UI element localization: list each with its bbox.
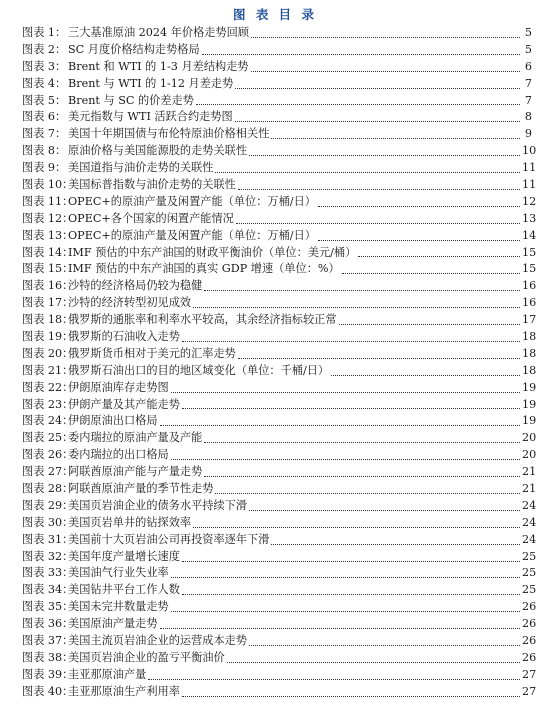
- table-of-figures: [22, 25, 537, 701]
- dot-leader: [204, 476, 520, 477]
- dot-leader: [171, 459, 520, 460]
- figure-title: Brent 与 SC 的价差走势: [68, 93, 194, 107]
- figure-label: 图表 40：: [22, 684, 74, 698]
- dot-leader: [182, 696, 520, 697]
- figure-title: 美国年度产量增长速度: [68, 549, 180, 563]
- figure-title: OPEC+的原油产量及闲置产能（单位：万桶/日）: [68, 194, 316, 208]
- toc-entry[interactable]: [22, 143, 537, 160]
- figure-label: 图表 11：: [22, 194, 74, 208]
- toc-entry[interactable]: [22, 228, 537, 245]
- dot-leader: [238, 358, 520, 359]
- page-number: 25: [522, 583, 537, 597]
- dot-leader: [271, 544, 520, 545]
- dot-leader: [235, 121, 520, 122]
- toc-entry[interactable]: [22, 549, 537, 566]
- figure-label: 图表 20：: [22, 346, 74, 360]
- figure-label: 图表 28：: [22, 482, 74, 496]
- toc-entry[interactable]: [22, 650, 537, 667]
- figure-title: OPEC+的原油产量及闲置产能（单位：万桶/日）: [68, 228, 316, 242]
- figure-label: 图表 25：: [22, 431, 74, 445]
- dot-leader: [227, 662, 520, 663]
- page-number: 26: [522, 600, 537, 614]
- page-number: 5: [524, 25, 532, 39]
- page-number: 11: [522, 178, 537, 191]
- toc-entry[interactable]: [22, 515, 537, 532]
- page-number: 9: [524, 127, 532, 141]
- dot-leader: [249, 645, 520, 646]
- figure-label: 图表 29：: [22, 498, 74, 512]
- figure-label: 图表 32：: [22, 549, 74, 563]
- page-number: 26: [522, 634, 537, 648]
- figure-title: 沙特的经济转型初见成效: [68, 296, 192, 310]
- dot-leader: [318, 240, 520, 241]
- page-number: 19: [522, 397, 537, 411]
- figure-title: 俄罗斯的石油收入走势: [68, 330, 180, 344]
- page-number: 13: [522, 211, 537, 225]
- page-number: 26: [522, 617, 537, 631]
- toc-entry[interactable]: [22, 211, 537, 228]
- dot-leader: [342, 273, 520, 274]
- figure-title: 伊朗原油出口格局: [68, 414, 158, 428]
- figure-title: 三大基准原油 2024 年价格走势回顾: [68, 25, 250, 39]
- toc-entry[interactable]: [22, 498, 537, 515]
- figure-label: 图表 26：: [22, 448, 74, 462]
- page-number: 21: [522, 465, 537, 479]
- figure-title: 美国道指与油价走势的关联性: [68, 161, 214, 175]
- toc-entry[interactable]: [22, 329, 537, 346]
- dot-leader: [193, 527, 520, 528]
- page-number: 5: [524, 42, 532, 56]
- dot-leader: [271, 138, 520, 139]
- toc-entry[interactable]: [22, 278, 537, 295]
- toc-entry[interactable]: [22, 346, 537, 363]
- figure-label: 图表 19：: [22, 330, 74, 344]
- page-number: 18: [522, 330, 537, 344]
- figure-title: 委内瑞拉的原油产量及产能: [68, 431, 203, 445]
- page-number: 17: [522, 313, 537, 327]
- toc-entry[interactable]: [22, 380, 537, 397]
- figure-title: 美国页岩油企业的债务水平持续下滑: [68, 498, 248, 512]
- dot-leader: [331, 375, 520, 376]
- toc-entry[interactable]: [22, 93, 532, 110]
- figure-label: 图表 9：: [22, 161, 67, 175]
- figure-title: SC 月度价格结构走势格局: [68, 42, 200, 56]
- figure-label: 图表 23：: [22, 397, 74, 411]
- dot-leader: [171, 577, 520, 578]
- toc-entry[interactable]: [22, 397, 537, 414]
- page-number: 14: [522, 228, 537, 242]
- toc-entry[interactable]: [22, 109, 532, 126]
- figure-title: 圭亚那原油生产利用率: [68, 684, 180, 698]
- page-number: 25: [522, 549, 537, 563]
- figure-title: 阿联酋原油产能与产量走势: [68, 465, 203, 479]
- toc-entry[interactable]: [22, 599, 537, 616]
- figure-title: 美国原油产量走势: [68, 617, 158, 631]
- dot-leader: [251, 71, 520, 72]
- dot-leader: [204, 290, 520, 291]
- figure-title: 美国标普指数与油价走势的关联性: [68, 178, 236, 191]
- figure-title: 美国主流页岩油企业的运营成本走势: [68, 634, 248, 648]
- figure-label: 图表 8：: [22, 144, 67, 158]
- dot-leader: [236, 223, 520, 224]
- figure-label: 图表 30：: [22, 515, 74, 529]
- page-number: 10: [522, 144, 537, 158]
- figure-title: 美国钻井平台工作人数: [68, 583, 180, 597]
- page-number: 19: [522, 380, 537, 394]
- page-number: 26: [522, 650, 537, 664]
- figure-label: 图表 34：: [22, 583, 74, 597]
- figure-title: 美元指数与 WTI 活跃合约走势图: [68, 110, 233, 124]
- page-number: 27: [522, 667, 537, 681]
- figure-title: 沙特的经济格局仍较为稳健: [68, 279, 203, 293]
- toc-entry[interactable]: [22, 582, 537, 599]
- figure-title: Brent 和 WTI 的 1-3 月差结构走势: [68, 59, 249, 73]
- toc-entry[interactable]: [22, 667, 537, 684]
- figure-title: 圭亚那原油产量: [68, 667, 147, 681]
- toc-entry[interactable]: [22, 194, 537, 211]
- toc-entry[interactable]: [22, 430, 537, 447]
- figure-title: 委内瑞拉的出口格局: [68, 448, 169, 462]
- page-number: 27: [522, 684, 537, 698]
- figure-title: 伊朗产量及其产能走势: [68, 397, 180, 411]
- dot-leader: [193, 307, 520, 308]
- toc-entry[interactable]: [22, 684, 537, 701]
- toc-entry[interactable]: [22, 177, 537, 194]
- figure-label: 图表 2：: [22, 42, 67, 56]
- figure-label: 图表 37：: [22, 634, 74, 648]
- figure-label: 图表 22：: [22, 380, 74, 394]
- dot-leader: [182, 341, 520, 342]
- dot-leader: [215, 172, 520, 173]
- dot-leader: [202, 54, 520, 55]
- page-number: 12: [522, 194, 537, 208]
- toc-entry[interactable]: [22, 126, 532, 143]
- toc-entry[interactable]: [22, 42, 532, 59]
- dot-leader: [339, 324, 520, 325]
- page-number: 24: [522, 532, 537, 546]
- page-number: 16: [522, 296, 537, 310]
- figure-label: 图表 27：: [22, 465, 74, 479]
- dot-leader: [171, 392, 520, 393]
- figure-label: 图表 4：: [22, 76, 67, 90]
- dot-leader: [358, 256, 520, 257]
- toc-entry[interactable]: [22, 616, 537, 633]
- figure-label: 图表 5：: [22, 93, 67, 107]
- figure-label: 图表 16：: [22, 279, 74, 293]
- page-number: 11: [522, 161, 537, 175]
- figure-title: 伊朗原油库存走势图: [68, 380, 169, 394]
- dot-leader: [238, 189, 520, 190]
- figure-title: 美国页岩单井的钻探效率: [68, 515, 192, 529]
- dot-leader: [251, 37, 520, 38]
- toc-entry[interactable]: [22, 413, 537, 430]
- toc-entry[interactable]: [22, 295, 537, 312]
- dot-leader: [249, 510, 520, 511]
- dot-leader: [160, 425, 520, 426]
- page-number: 15: [522, 245, 537, 259]
- dot-leader: [196, 104, 520, 105]
- figure-label: 图表 24：: [22, 414, 74, 428]
- figure-title: IMF 预估的中东产油国的财政平衡油价（单位：美元/桶）: [68, 245, 357, 259]
- page-number: 19: [522, 414, 537, 428]
- page-number: 21: [522, 482, 537, 496]
- dot-leader: [318, 206, 520, 207]
- page-number: 20: [522, 448, 537, 462]
- figure-label: 图表 31：: [22, 532, 74, 546]
- toc-entry[interactable]: [22, 566, 537, 583]
- figure-title: 美国前十大页岩油公司再投资率逐年下滑: [68, 532, 270, 546]
- figure-title: OPEC+各个国家的闲置产能情况: [68, 211, 234, 225]
- page-number: 18: [522, 346, 537, 360]
- toc-entry[interactable]: [22, 160, 537, 177]
- figure-label: 图表 13：: [22, 228, 74, 242]
- figure-title: 美国页岩油企业的盈亏平衡油价: [68, 650, 225, 664]
- figure-title: 俄罗斯石油出口的目的地区域变化（单位：千桶/日）: [68, 363, 330, 377]
- figure-title: 美国未完井数量走势: [68, 600, 169, 614]
- figure-label: 图表 14：: [22, 245, 74, 259]
- page-number: 7: [524, 76, 532, 90]
- figure-label: 图表 39：: [22, 667, 74, 681]
- page-number: 15: [522, 262, 537, 276]
- figure-label: 图表 17：: [22, 296, 74, 310]
- toc-entry[interactable]: [22, 245, 537, 262]
- figure-label: 图表 38：: [22, 650, 74, 664]
- dot-leader: [182, 408, 520, 409]
- toc-entry[interactable]: [22, 447, 537, 464]
- figure-title: IMF 预估的中东产油国的真实 GDP 增速（单位：%）: [68, 262, 340, 276]
- toc-entry[interactable]: [22, 532, 537, 549]
- figure-label: 图表 35：: [22, 600, 74, 614]
- figure-label: 图表 15：: [22, 262, 74, 276]
- dot-leader: [182, 561, 520, 562]
- figure-label: 图表 36：: [22, 617, 74, 631]
- dot-leader: [171, 611, 520, 612]
- page-number: 20: [522, 431, 537, 445]
- page-title: 图 表 目 录: [232, 7, 318, 22]
- figure-label: 图表 18：: [22, 313, 74, 327]
- dot-leader: [182, 594, 520, 595]
- toc-entry[interactable]: [22, 464, 537, 481]
- figure-title: 俄罗斯的通胀率和利率水平较高，其余经济指标较正常: [68, 313, 337, 327]
- figure-label: 图表 3：: [22, 59, 67, 73]
- page-number: 16: [522, 279, 537, 293]
- toc-entry[interactable]: [22, 363, 537, 380]
- figure-label: 图表 10：: [22, 178, 74, 191]
- figure-title: Brent 与 WTI 的 1-12 月差走势: [68, 76, 234, 90]
- toc-entry[interactable]: [22, 261, 537, 278]
- figure-title: 原油价格与美国能源股的走势关联性: [68, 144, 248, 158]
- dot-leader: [215, 493, 520, 494]
- toc-entry[interactable]: [22, 59, 532, 76]
- dot-leader: [204, 442, 520, 443]
- page-number: 6: [524, 59, 532, 73]
- figure-title: 俄罗斯货币相对于美元的汇率走势: [68, 346, 236, 360]
- toc-entry[interactable]: [22, 25, 532, 42]
- figure-label: 图表 21：: [22, 363, 74, 377]
- figure-title: 阿联酋原油产量的季节性走势: [68, 482, 214, 496]
- dot-leader: [148, 679, 520, 680]
- page-number: 24: [522, 498, 537, 512]
- figure-label: 图表 33：: [22, 566, 74, 580]
- figure-label: 图表 7：: [22, 127, 67, 141]
- figure-title: 美国油气行业失业率: [68, 566, 169, 580]
- page-number: 25: [522, 566, 537, 580]
- page-number: 24: [522, 515, 537, 529]
- page-number: 18: [522, 363, 537, 377]
- page-number: 8: [524, 110, 532, 124]
- figure-label: 图表 12：: [22, 211, 74, 225]
- dot-leader: [235, 88, 520, 89]
- toc-entry[interactable]: [22, 76, 532, 93]
- dot-leader: [249, 155, 520, 156]
- toc-entry[interactable]: [22, 481, 537, 498]
- figure-label: 图表 1：: [22, 25, 67, 39]
- toc-entry[interactable]: [22, 312, 537, 329]
- toc-entry[interactable]: [22, 633, 537, 650]
- figure-label: 图表 6：: [22, 110, 67, 124]
- figure-title: 美国十年期国债与布伦特原油价格相关性: [68, 127, 270, 141]
- page-number: 7: [524, 93, 532, 107]
- dot-leader: [160, 628, 520, 629]
